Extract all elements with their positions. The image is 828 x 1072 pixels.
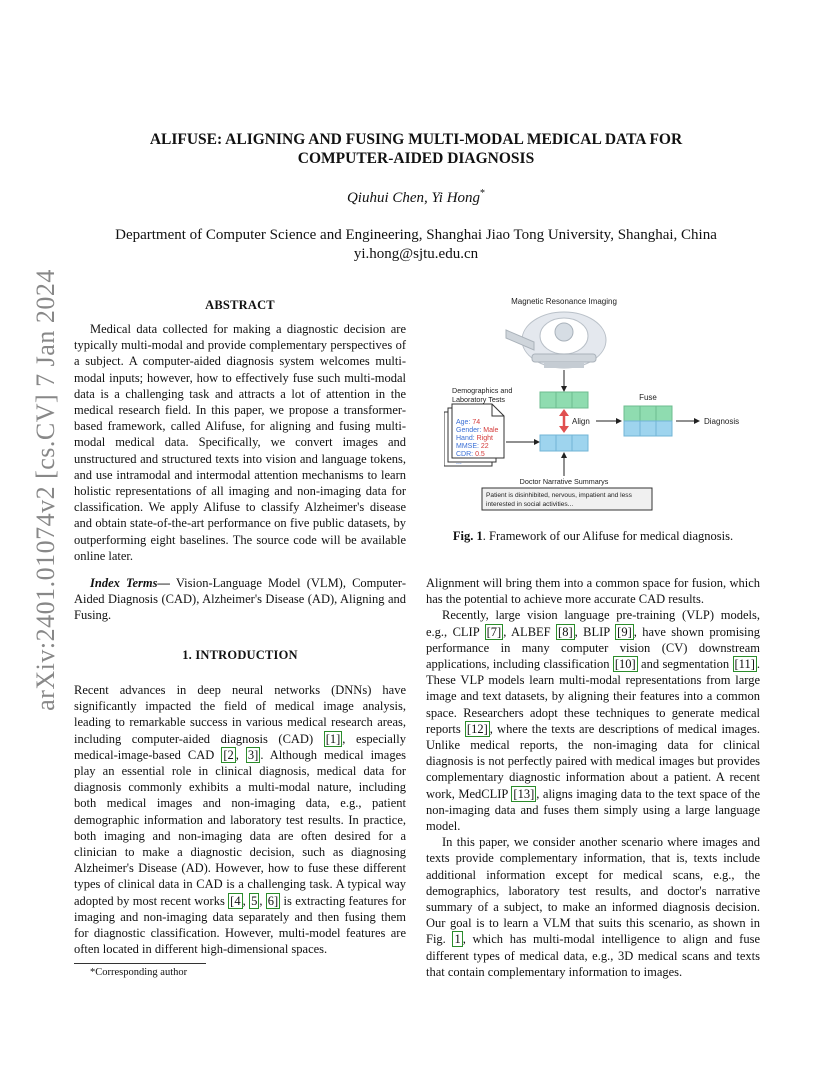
index-terms <box>74 575 406 624</box>
framework-diagram <box>444 292 764 518</box>
narrative-label: Doctor Narrative Summarys <box>519 477 609 486</box>
right-column-text <box>426 575 760 980</box>
citation-link[interactable]: 6] <box>267 893 279 908</box>
fused-token-grid <box>624 406 672 436</box>
svg-text:...: ... <box>456 459 462 466</box>
right-paragraph-0: Alignment will bring them into a common space for fusion, which has the potential to achieve more accurate CAD results. <box>426 576 760 607</box>
demographics-label-line1: Demographics and <box>452 386 513 395</box>
citation-link[interactable]: [4 <box>230 893 241 908</box>
citation-link[interactable]: [8] <box>558 624 573 639</box>
citation-link[interactable]: 5 <box>251 893 258 908</box>
introduction-heading-block <box>74 648 406 663</box>
index-terms-text: Vision-Language Model (VLM), Computer-Aided Diagnosis (CAD), Alzheimer's Disease (AD), Aligning and Fusing. <box>74 576 406 623</box>
right-paragraph-2: In this paper, we consider another scenario where images and texts provide complementary information, that is, texts include additional information except for medical scans, e.g., the demographics, laboratory test results, and doctor's narrative summary of a subject, to make an informed diagnosis decision. Our goal is to learn a VLM that suits this scenario, as shown in Fig. 1 , which has multi-modal intelligence to align and fuse different types of medical data, e.g., 3D medical scans and texts that contain complementary information to images. <box>426 835 760 979</box>
svg-text:MMSE: 22: MMSE: 22 <box>456 443 489 450</box>
svg-text:Gender: Male: Gender: Male <box>456 427 499 434</box>
svg-text:CDR: 0.5: CDR: 0.5 <box>456 451 485 458</box>
intro-paragraph-1: Recent advances in deep neural networks (DNNs) have significantly impacted the field of medical image analysis, leading to remarkable success in various medical research areas, including computer-aided diagnosis (CAD) [1] , especially medical-image-based CAD [2 , 3] . Although medical images play an essential role in clinical diagnosis, medical data for diagnosis commonly exhibits a multi-modal nature, including both medical images and non-imaging data, e.g., patient demographic information and laboratory test results. In practice, both imaging and non-imaging data are often desired for a clinician to make a diagnostic decision, such as diagnosing Alzheimer's Disease (AD). However, how to fuse these different types of clinical data in CAD is a challenging task. A typical way adopted by most recent works [4 , 5 , 6] is extracting features for imaging and non-imaging data separately and then fusing them for diagnostic classification. However, multi-model features are often located in different high-dimensional spaces. <box>74 683 407 957</box>
fuse-label: Fuse <box>639 393 657 402</box>
title-line-2: COMPUTER-AIDED DIAGNOSIS <box>297 150 535 167</box>
align-arrow-icon <box>559 409 569 433</box>
demographics-label-line2: Laboratory Tests <box>452 395 506 404</box>
framework-figure <box>444 292 764 518</box>
citation-link[interactable]: [11] <box>734 657 755 672</box>
figure-link[interactable]: 1 <box>454 932 461 947</box>
image-token-row <box>540 392 588 408</box>
figure-caption-label: Fig. 1 <box>452 529 483 543</box>
authors <box>100 188 732 207</box>
figure-caption <box>426 529 760 544</box>
citation-link[interactable]: [2 <box>223 747 234 762</box>
citation-link[interactable]: [12] <box>466 721 488 736</box>
abstract-heading: ABSTRACT <box>205 298 275 312</box>
arxiv-stamp <box>26 269 66 711</box>
introduction-section <box>74 682 406 957</box>
narrative-line-2: interested in social activities... <box>486 501 574 508</box>
abstract-section <box>74 298 406 564</box>
svg-text:Hand: Right: Hand: Right <box>456 435 493 442</box>
mri-scanner-icon <box>506 312 606 368</box>
text-token-row <box>540 435 588 451</box>
right-paragraph-1: Recently, large vision language pre-training (VLP) models, e.g., CLIP [7] , ALBEF [8] , BLIP [9] , have shown promising performance in many computer vision (CV) downstream applications, including classification [10] and segmentation [11] . These VLP models learn multi-modal representations from large image and text datasets, by aligning their features into a common space. Researchers adopt these techniques to generate medical reports [12] , where the texts are descriptions of medical images. Unlike medical reports, the non-imaging data for clinical diagnosis is not perfectly paired with medical images but provides complementary diagnostic information about a patient. A recent work, MedCLIP [13] , aligns imaging data to the text space of the non-imaging data and fuses them simply using a large language model. <box>426 608 761 834</box>
index-terms-label: Index Terms— <box>90 576 170 590</box>
citation-link[interactable]: 3] <box>247 747 259 762</box>
citation-link[interactable]: [1] <box>325 731 341 746</box>
affiliation: Department of Computer Science and Engineering, Shanghai Jiao Tong University, Shanghai, China <box>115 227 717 243</box>
title-line-1: ALIFUSE: ALIGNING AND FUSING MULTI-MODAL MEDICAL DATA FOR <box>149 131 683 148</box>
footnote: *Corresponding author <box>90 967 188 978</box>
footnote-rule <box>74 963 206 964</box>
citation-link[interactable]: [10] <box>614 657 636 672</box>
email[interactable]: yi.hong@sjtu.edu.cn <box>353 246 479 262</box>
citation-link[interactable]: [13] <box>513 786 535 801</box>
svg-text:Age: 74: Age: 74 <box>456 419 481 426</box>
introduction-heading: 1. INTRODUCTION <box>182 648 298 662</box>
arxiv-id: arXiv:2401.01074v2 [cs.CV] 7 Jan 2024 <box>31 269 60 711</box>
author-mark: * <box>480 188 486 199</box>
affiliation-block <box>80 226 752 264</box>
paper-title <box>100 130 732 168</box>
mri-label: Magnetic Resonance Imaging <box>511 297 617 306</box>
narrative-line-1: Patient is disinhibited, nervous, impatient and less <box>486 492 632 499</box>
citation-link[interactable]: [9] <box>617 624 632 639</box>
abstract-text: Medical data collected for making a diagnostic decision are typically multi-modal and provide complementary perspectives of a subject. A computer-aided diagnosis system welcomes multi-modal inputs; however, how to effectively fuse such multi-modal data is a challenging task and attracts a lot of attention in the medical research field. In this paper, we propose a transformer-based framework, called Alifuse, for aligning and fusing multi-modal medical data. Specifically, we convert images and unstructured and structured texts into vision and language tokens, and use intramodal and intermodal attention mechanisms to learn holistic representations of all imaging and non-imaging data for classification. We apply Alifuse to classify Alzheimer's disease and obtain state-of-the-art performance on five public datasets, by outperforming eight baselines. The source code will be available online later. <box>74 322 406 563</box>
diagnosis-label: Diagnosis <box>704 417 740 426</box>
author-names: Qiuhui Chen, Yi Hong <box>346 190 481 206</box>
citation-link[interactable]: [7] <box>486 624 502 639</box>
align-label: Align <box>572 417 590 426</box>
figure-caption-text: . Framework of our Alifuse for medical diagnosis. <box>482 529 734 543</box>
